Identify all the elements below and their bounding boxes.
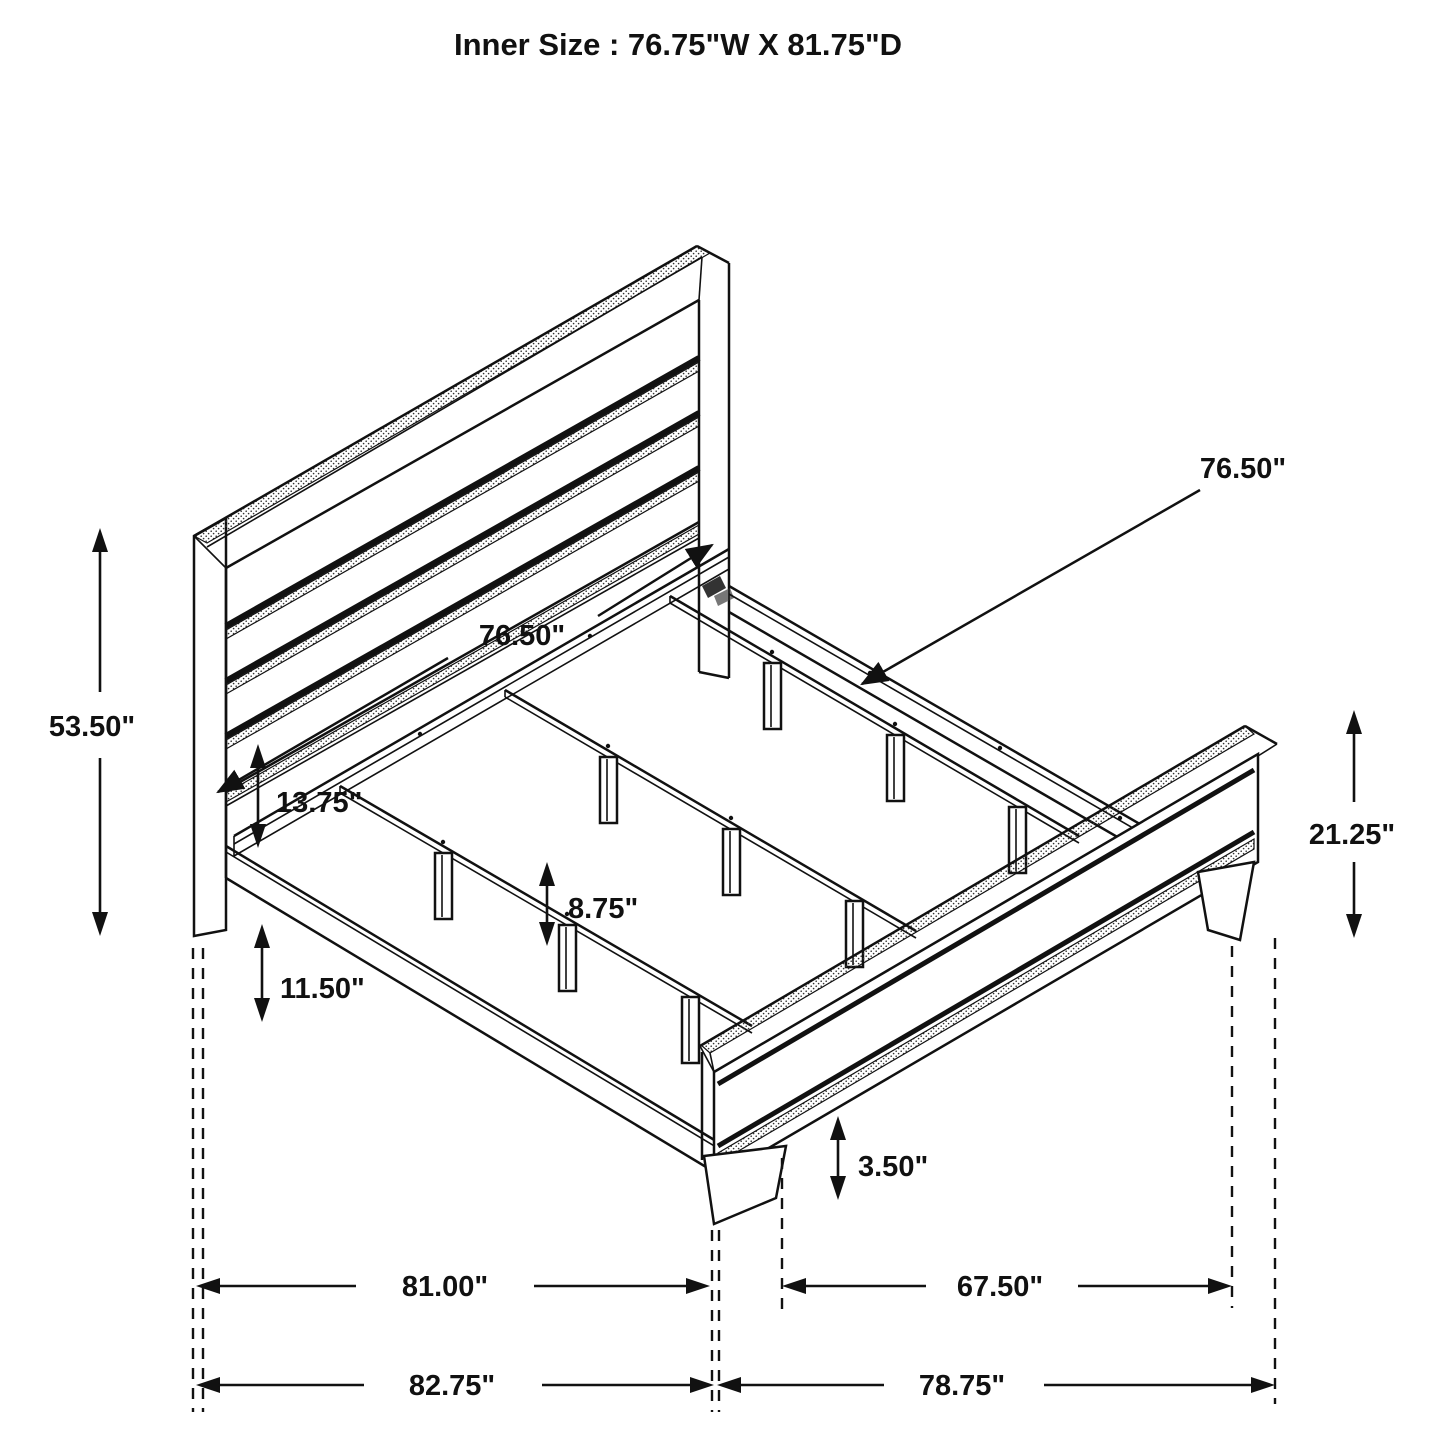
headboard-left-post bbox=[194, 518, 226, 936]
dim-label-span-right-overall: 78.75" bbox=[918, 1370, 1006, 1402]
dim-label-footboard-height: 21.25" bbox=[1308, 819, 1396, 851]
dim-label-support-rail: 76.50" bbox=[1199, 453, 1287, 485]
dim-label-span-left-inner: 81.00" bbox=[401, 1271, 489, 1303]
dim-label-rail-to-panel: 13.75" bbox=[276, 787, 363, 819]
dim-rail-to-panel bbox=[250, 744, 362, 848]
headboard-slats bbox=[226, 358, 699, 749]
left-side-rail bbox=[226, 846, 716, 1173]
page-title: Inner Size : 76.75"W X 81.75"D bbox=[453, 27, 903, 62]
dim-headboard-height bbox=[49, 528, 135, 936]
dim-support-rail bbox=[862, 453, 1286, 684]
dim-span-right-overall bbox=[717, 1370, 1275, 1402]
dim-label-headboard-height: 53.50" bbox=[48, 711, 136, 743]
dim-leg-height bbox=[539, 862, 638, 946]
dim-label-foot-height: 3.50" bbox=[858, 1151, 929, 1183]
dim-span-left-inner bbox=[196, 1271, 710, 1303]
dim-span-left-overall bbox=[196, 1370, 714, 1402]
dim-rail-height bbox=[254, 924, 365, 1022]
dim-label-span-left-overall: 82.75" bbox=[408, 1370, 496, 1402]
dim-foot-height bbox=[830, 1116, 928, 1200]
dim-footboard-height bbox=[1309, 710, 1395, 938]
dim-label-rail-height: 11.50" bbox=[280, 973, 365, 1005]
footboard-right-foot bbox=[1198, 862, 1254, 940]
dim-label-leg-height: 8.75" bbox=[568, 893, 639, 925]
footboard-left-foot bbox=[704, 1146, 786, 1224]
dim-label-span-right-inner: 67.50" bbox=[956, 1271, 1044, 1303]
dim-label-headboard-rail: 76.50" bbox=[478, 620, 566, 652]
dim-span-right-inner bbox=[782, 1271, 1232, 1303]
footboard bbox=[700, 726, 1277, 1224]
